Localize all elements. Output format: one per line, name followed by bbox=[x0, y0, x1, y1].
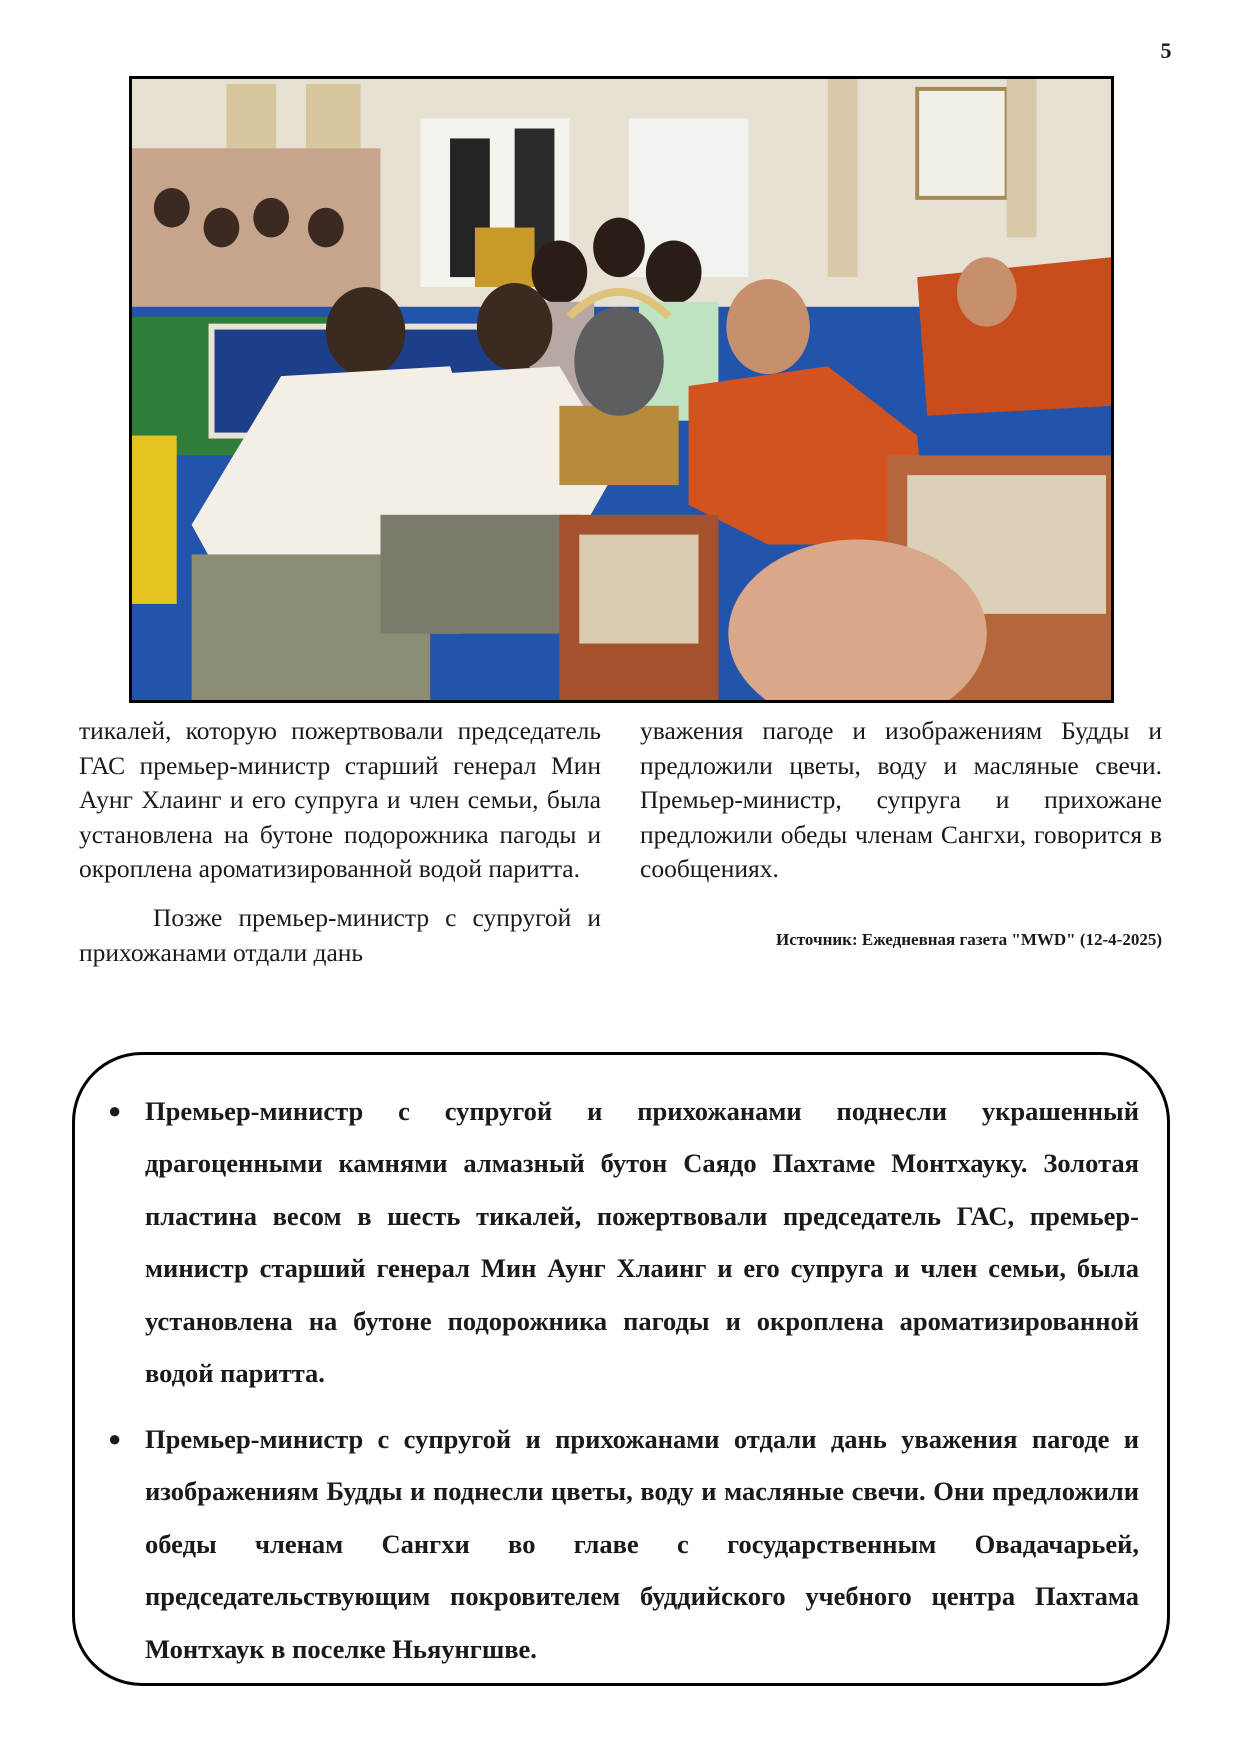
bullet-icon: ● bbox=[108, 1098, 122, 1123]
page-number: 5 bbox=[1160, 38, 1172, 63]
article-paragraph: Позже премьер-министр с супругой и прихожанами отдали дань bbox=[79, 902, 601, 967]
summary-item bbox=[108, 1413, 1139, 1675]
source-credit: Источник: Ежедневная газета "MWD" (12-4-2025) bbox=[776, 930, 1162, 949]
bullet-icon: ● bbox=[108, 1426, 122, 1451]
ceremony-photo bbox=[129, 76, 1114, 703]
photo-ceremony-illustration bbox=[132, 79, 1111, 700]
summary-box bbox=[72, 1052, 1170, 1686]
summary-item-text: Премьер-министр с супругой и прихожанами отдали дань уважения пагоде и изображениям Будды и поднесли цветы, воду и масляные свечи. Они предложили обеды членам Сангхи во главе с государственным Овадачарьей, председательствующим покровителем буддийского учебного центра Пахтама Монтхаук в поселке Ньяунгшве. bbox=[145, 1424, 1139, 1664]
article-right-column bbox=[640, 714, 1162, 887]
article-left-column bbox=[79, 714, 601, 970]
summary-item bbox=[108, 1085, 1139, 1399]
article-paragraph: тикалей, которую пожертвовали председатель ГАС премьер-министр старший генерал Мин Аунг Хлаинг и его супруга и член семьи, была установлена на бутоне подорожника пагоды и окроплена ароматизированной водой паритта. bbox=[79, 716, 601, 884]
article-paragraph: уважения пагоде и изображениям Будды и предложили цветы, воду и масляные свечи. Премьер-министр, супруга и прихожане предложили обеды членам Сангхи, говорится в сообщениях. bbox=[640, 716, 1162, 884]
summary-item-text: Премьер-министр с супругой и прихожанами поднесли украшенный драгоценными камнями алмазный бутон Саядо Пахтаме Монтхауку. Золотая пластина весом в шесть тикалей, пожертвовали председатель ГАС, премьер-министр старший генерал Мин Аунг Хлаинг и его супруга и член семьи, была установлена на бутоне подорожника пагоды и окроплена ароматизированной водой паритта. bbox=[145, 1096, 1139, 1389]
